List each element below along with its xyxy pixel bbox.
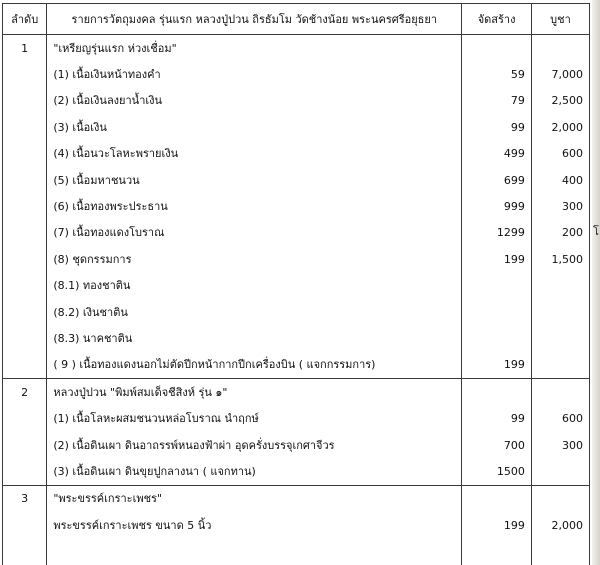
row-order-cell — [3, 273, 47, 299]
row-item-cell: (1) เนื้อโลหะผสมชนวนหล่อโบราณ นำฤกษ์ — [47, 405, 462, 431]
table-row — [3, 246, 590, 272]
row-made-cell: 99 — [462, 405, 532, 431]
row-fee-cell: 7,000 — [531, 61, 589, 87]
row-made-cell — [462, 325, 532, 351]
table-row — [3, 512, 590, 538]
header-order: ลำดับ — [3, 4, 47, 35]
table-row — [3, 114, 590, 140]
section-number: 2 — [3, 379, 47, 406]
row-fee-cell — [531, 325, 589, 351]
row-order-cell — [3, 458, 47, 485]
table-row — [3, 538, 590, 564]
row-fee-cell — [531, 299, 589, 325]
row-made-cell: 1500 — [462, 458, 532, 485]
background-edge — [592, 0, 600, 565]
header-quantity-made: จัดสร้าง — [462, 4, 532, 35]
row-item-cell: (4) เนื้อนวะโลหะพรายเงิน — [47, 141, 462, 167]
row-made-cell: 199 — [462, 512, 532, 538]
row-item-cell: (3) เนื้อดินเผา ดินขุยปูกลางนา ( แจกทาน) — [47, 458, 462, 485]
row-made-cell: 700 — [462, 432, 532, 458]
row-fee-cell — [531, 352, 589, 379]
row-fee-cell: 600 — [531, 405, 589, 431]
amulet-price-table — [2, 3, 590, 565]
row-fee-cell: 2,000 — [531, 512, 589, 538]
table-row — [3, 141, 590, 167]
row-item-cell: (6) เนื้อทองพระประธาน — [47, 193, 462, 219]
row-made-cell: 199 — [462, 246, 532, 272]
row-made-cell: 79 — [462, 88, 532, 114]
row-fee-cell: 300 — [531, 193, 589, 219]
table-row — [3, 61, 590, 87]
header-item: รายการวัตถุมงคล รุ่นแรก หลวงปู่ปวน ถิรธัมโม วัดช้างน้อย พระนครศรีอยุธยา — [47, 4, 462, 35]
section-made — [462, 35, 532, 62]
header-donation-fee: บูชา — [531, 4, 589, 35]
row-made-cell: 1299 — [462, 220, 532, 246]
section-fee — [531, 485, 589, 512]
table-row — [3, 325, 590, 351]
row-order-cell — [3, 61, 47, 87]
row-order-cell — [3, 405, 47, 431]
section-made — [462, 485, 532, 512]
table-row — [3, 432, 590, 458]
row-fee-cell: 600 — [531, 141, 589, 167]
section-title: "พระขรรค์เกราะเพชร" — [47, 485, 462, 512]
row-fee-cell: 2,500 — [531, 88, 589, 114]
row-order-cell — [3, 88, 47, 114]
table-row — [3, 193, 590, 219]
row-item-cell: พระขรรค์เกราะเพชร ขนาด 5 นิ้ว — [47, 512, 462, 538]
section-fee — [531, 379, 589, 406]
row-order-cell — [3, 325, 47, 351]
table-row — [3, 299, 590, 325]
row-made-cell: 199 — [462, 352, 532, 379]
row-item-cell: (5) เนื้อมหาชนวน — [47, 167, 462, 193]
table-row — [3, 88, 590, 114]
section-title: "เหรียญรุ่นแรก ห่วงเชื่อม" — [47, 35, 462, 62]
section-title-row — [3, 35, 590, 62]
section-title: หลวงปู่ปวน "พิมพ์สมเด็จชีสิงห์ รุ่น ๑" — [47, 379, 462, 406]
row-item-cell: (3) เนื้อเงิน — [47, 114, 462, 140]
row-fee-cell — [531, 273, 589, 299]
section-title-row — [3, 485, 590, 512]
row-item-cell: (8.3) นาคชาติน — [47, 325, 462, 351]
row-item-cell: (8.2) เงินชาติน — [47, 299, 462, 325]
row-item-cell: ( 9 ) เนื้อทองแดงนอกไม่ตัดปีกหน้ากากปีกเครื่องบิน ( แจกกรรมการ) — [47, 352, 462, 379]
section-title-row — [3, 379, 590, 406]
row-order-cell — [3, 141, 47, 167]
row-order-cell — [3, 432, 47, 458]
row-item-cell — [47, 538, 462, 564]
row-order-cell — [3, 114, 47, 140]
row-item-cell: (8.1) ทองชาติน — [47, 273, 462, 299]
row-fee-cell: 2,000 — [531, 114, 589, 140]
row-made-cell: 699 — [462, 167, 532, 193]
section-fee — [531, 35, 589, 62]
row-fee-cell: 300 — [531, 432, 589, 458]
row-order-cell — [3, 352, 47, 379]
section-number: 1 — [3, 35, 47, 62]
row-order-cell — [3, 538, 47, 564]
row-fee-cell — [531, 458, 589, 485]
row-made-cell: 999 — [462, 193, 532, 219]
section-made — [462, 379, 532, 406]
row-made-cell — [462, 299, 532, 325]
edge-glyph: โ — [593, 225, 599, 238]
row-order-cell — [3, 246, 47, 272]
row-fee-cell: 1,500 — [531, 246, 589, 272]
table-body — [3, 35, 590, 565]
row-made-cell: 59 — [462, 61, 532, 87]
row-order-cell — [3, 220, 47, 246]
row-item-cell: (7) เนื้อทองแดงโบราณ — [47, 220, 462, 246]
table-row — [3, 352, 590, 379]
table-header-row — [3, 4, 590, 35]
table-row — [3, 220, 590, 246]
row-item-cell: (2) เนื้อดินเผา ดินอาถรรพ์หนองฟ้าผ่า อุดครั่งบรรจุเกศาจีวร — [47, 432, 462, 458]
row-item-cell: (2) เนื้อเงินลงยาน้ำเงิน — [47, 88, 462, 114]
row-made-cell — [462, 273, 532, 299]
row-fee-cell: 200 — [531, 220, 589, 246]
row-order-cell — [3, 193, 47, 219]
row-made-cell: 99 — [462, 114, 532, 140]
row-fee-cell — [531, 538, 589, 564]
row-order-cell — [3, 167, 47, 193]
row-item-cell: (1) เนื้อเงินหน้าทองคำ — [47, 61, 462, 87]
row-made-cell: 499 — [462, 141, 532, 167]
table-row — [3, 458, 590, 485]
row-made-cell — [462, 538, 532, 564]
row-item-cell: (8) ชุดกรรมการ — [47, 246, 462, 272]
section-number: 3 — [3, 485, 47, 512]
row-order-cell — [3, 512, 47, 538]
table-row — [3, 273, 590, 299]
row-fee-cell: 400 — [531, 167, 589, 193]
table-row — [3, 167, 590, 193]
row-order-cell — [3, 299, 47, 325]
table-row — [3, 405, 590, 431]
